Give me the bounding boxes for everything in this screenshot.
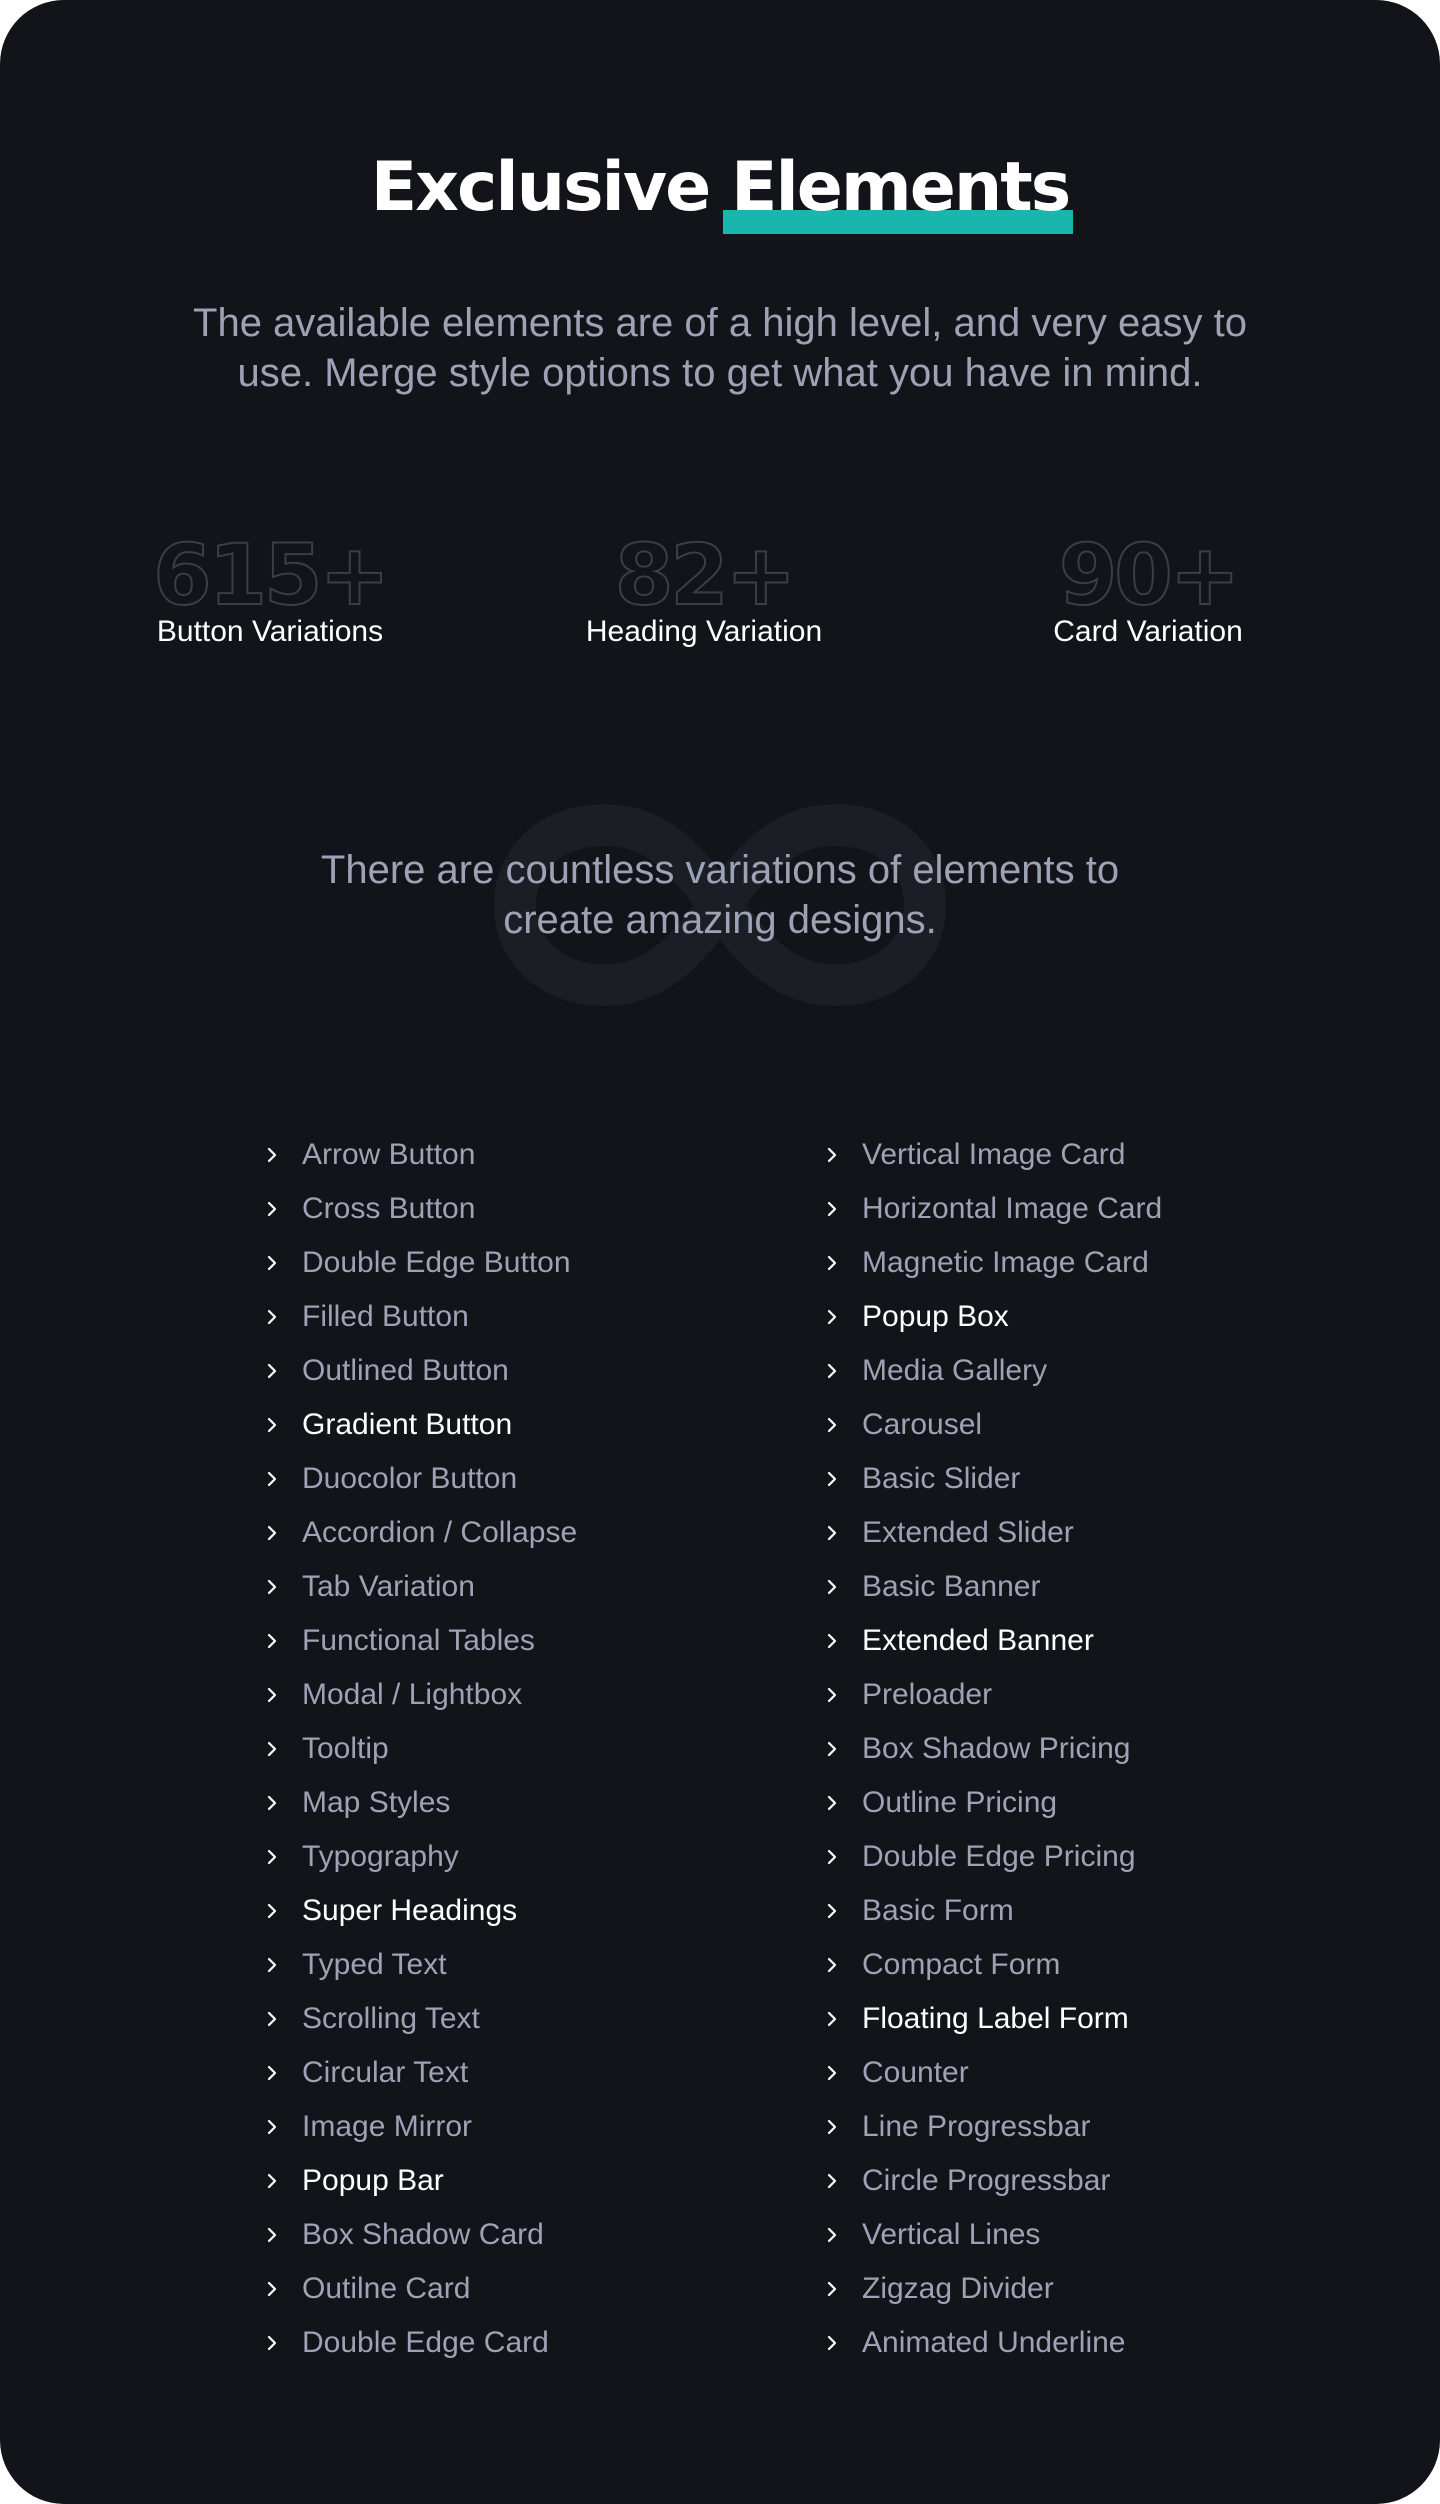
chevron-right-icon [824, 1903, 840, 1919]
chevron-right-icon [264, 2335, 280, 2351]
list-item-label: Outlined Button [302, 1354, 509, 1387]
chevron-right-icon [824, 1795, 840, 1811]
stat-label: Button Variations [156, 615, 384, 648]
list-item-label: Vertical Image Card [862, 1138, 1126, 1171]
list-item[interactable] [264, 2154, 577, 2208]
chevron-right-icon [824, 2227, 840, 2243]
list-item[interactable] [824, 1722, 1162, 1776]
list-item[interactable] [824, 1776, 1162, 1830]
stat-button-variations [50, 526, 490, 650]
chevron-right-icon [264, 1795, 280, 1811]
stat-card-variation [928, 526, 1368, 650]
chevron-right-icon [264, 1579, 280, 1595]
list-item[interactable] [264, 1506, 577, 1560]
list-item[interactable] [264, 1128, 577, 1182]
list-item-label: Circle Progressbar [862, 2164, 1111, 2197]
list-item-label: Image Mirror [302, 2110, 473, 2143]
title-highlight [731, 148, 1069, 228]
list-item[interactable] [264, 2046, 577, 2100]
chevron-right-icon [824, 1741, 840, 1757]
elements-list-right [824, 1128, 1162, 2370]
chevron-right-icon [264, 1309, 280, 1325]
list-item-label: Magnetic Image Card [862, 1246, 1149, 1279]
chevron-right-icon [824, 1363, 840, 1379]
list-item-label: Modal / Lightbox [302, 1678, 523, 1711]
chevron-right-icon [264, 1417, 280, 1433]
chevron-right-icon [264, 1687, 280, 1703]
list-item[interactable] [824, 1506, 1162, 1560]
chevron-right-icon [264, 1957, 280, 1973]
list-item[interactable] [824, 2208, 1162, 2262]
list-item[interactable] [264, 1344, 577, 1398]
title-highlight-text: Elements [731, 148, 1070, 227]
list-item-label: Cross Button [302, 1192, 476, 1225]
chevron-right-icon [824, 1255, 840, 1271]
list-item[interactable] [264, 1290, 577, 1344]
chevron-right-icon [824, 2011, 840, 2027]
list-item[interactable] [824, 1290, 1162, 1344]
list-item-label: Animated Underline [862, 2326, 1126, 2359]
chevron-right-icon [264, 1471, 280, 1487]
list-item-label: Vertical Lines [862, 2218, 1041, 2251]
list-item[interactable] [264, 2100, 577, 2154]
chevron-right-icon [824, 1201, 840, 1217]
chevron-right-icon [264, 2227, 280, 2243]
list-item[interactable] [824, 2100, 1162, 2154]
list-item-label: Double Edge Pricing [862, 1840, 1136, 1873]
list-item-label: Outline Pricing [862, 1786, 1058, 1819]
list-item[interactable] [264, 1992, 577, 2046]
list-item-label: Carousel [862, 1408, 983, 1441]
chevron-right-icon [824, 1633, 840, 1649]
list-item-label: Tab Variation [302, 1570, 475, 1603]
list-item-label: Accordion / Collapse [302, 1516, 578, 1549]
list-item-label: Popup Box [862, 1300, 1009, 1333]
list-item[interactable] [824, 1884, 1162, 1938]
elements-list-left [264, 1128, 577, 2370]
list-item[interactable] [264, 1668, 577, 1722]
list-item[interactable] [264, 1182, 577, 1236]
chevron-right-icon [264, 2119, 280, 2135]
list-item-label: Counter [862, 2056, 969, 2089]
page-subtitle: The available elements are of a high level, and very easy to use. Merge style options to get what you have in mind. [193, 301, 1247, 395]
list-item[interactable] [264, 1236, 577, 1290]
list-item-label: Map Styles [302, 1786, 451, 1819]
chevron-right-icon [264, 1849, 280, 1865]
chevron-right-icon [264, 2011, 280, 2027]
list-item-label: Super Headings [302, 1894, 518, 1927]
chevron-right-icon [824, 1309, 840, 1325]
stat-label: Heading Variation [585, 615, 823, 648]
list-item-label: Double Edge Card [302, 2326, 549, 2359]
list-item-label: Box Shadow Pricing [862, 1732, 1131, 1765]
list-item-label: Basic Banner [862, 1570, 1041, 1603]
stat-value: 82+ [614, 526, 794, 624]
list-item-label: Filled Button [302, 1300, 469, 1333]
list-item-label: Typography [302, 1840, 459, 1873]
chevron-right-icon [824, 2173, 840, 2189]
list-item-label: Outilne Card [302, 2272, 471, 2305]
list-item-label: Scrolling Text [302, 2002, 480, 2035]
chevron-right-icon [824, 1525, 840, 1541]
list-item-label: Basic Slider [862, 1462, 1021, 1495]
chevron-right-icon [824, 1417, 840, 1433]
list-item-label: Zigzag Divider [862, 2272, 1054, 2305]
chevron-right-icon [264, 1147, 280, 1163]
chevron-right-icon [264, 1255, 280, 1271]
chevron-right-icon [824, 1579, 840, 1595]
page-title [0, 148, 1440, 228]
list-item[interactable] [264, 1776, 577, 1830]
list-item-label: Popup Bar [302, 2164, 444, 2197]
tagline: There are countless variations of elements to create amazing designs. [320, 848, 1120, 942]
chevron-right-icon [824, 1957, 840, 1973]
list-item-label: Circular Text [302, 2056, 469, 2089]
list-item-label: Typed Text [302, 1948, 447, 1981]
chevron-right-icon [264, 1903, 280, 1919]
title-plain: Exclusive [370, 148, 710, 227]
list-item[interactable] [264, 1722, 577, 1776]
list-item[interactable] [264, 1560, 577, 1614]
list-item[interactable] [264, 2208, 577, 2262]
list-item[interactable] [824, 1560, 1162, 1614]
chevron-right-icon [824, 2119, 840, 2135]
chevron-right-icon [264, 1633, 280, 1649]
list-item-label: Media Gallery [862, 1354, 1048, 1387]
list-item-label: Extended Banner [862, 1624, 1094, 1657]
chevron-right-icon [824, 2281, 840, 2297]
list-item-label: Compact Form [862, 1948, 1061, 1981]
list-item-label: Horizontal Image Card [862, 1192, 1163, 1225]
chevron-right-icon [824, 2335, 840, 2351]
list-item[interactable] [824, 1614, 1162, 1668]
chevron-right-icon [264, 1201, 280, 1217]
list-item[interactable] [264, 2262, 577, 2316]
stat-value: 615+ [153, 526, 387, 624]
list-item-label: Floating Label Form [862, 2002, 1129, 2035]
chevron-right-icon [264, 2173, 280, 2189]
list-item-label: Gradient Button [302, 1408, 513, 1441]
list-item-label: Preloader [862, 1678, 993, 1711]
list-item-label: Tooltip [302, 1732, 389, 1765]
list-item[interactable] [824, 1938, 1162, 1992]
list-item[interactable] [264, 1938, 577, 1992]
chevron-right-icon [264, 1525, 280, 1541]
list-item[interactable] [824, 1236, 1162, 1290]
stat-label: Card Variation [1053, 615, 1243, 648]
list-item[interactable] [264, 1884, 577, 1938]
list-item[interactable] [824, 2154, 1162, 2208]
list-item[interactable] [264, 1398, 577, 1452]
chevron-right-icon [264, 1363, 280, 1379]
list-item-label: Arrow Button [302, 1138, 476, 1171]
list-item-label: Functional Tables [302, 1624, 535, 1657]
list-item-label: Box Shadow Card [302, 2218, 544, 2251]
list-item-label: Double Edge Button [302, 1246, 571, 1279]
list-item[interactable] [824, 1182, 1162, 1236]
list-item-label: Line Progressbar [862, 2110, 1091, 2143]
list-item[interactable] [824, 2262, 1162, 2316]
list-item-label: Duocolor Button [302, 1462, 518, 1495]
list-item[interactable] [264, 1452, 577, 1506]
chevron-right-icon [264, 2281, 280, 2297]
chevron-right-icon [264, 2065, 280, 2081]
list-item[interactable] [824, 1830, 1162, 1884]
list-item[interactable] [824, 2046, 1162, 2100]
list-item-label: Extended Slider [862, 1516, 1074, 1549]
list-item[interactable] [824, 1344, 1162, 1398]
list-item[interactable] [824, 2316, 1162, 2370]
list-item[interactable] [824, 1128, 1162, 1182]
list-item[interactable] [264, 1614, 577, 1668]
list-item[interactable] [824, 1668, 1162, 1722]
list-item[interactable] [264, 1830, 577, 1884]
list-item[interactable] [824, 1992, 1162, 2046]
list-item-label: Basic Form [862, 1894, 1014, 1927]
chevron-right-icon [824, 2065, 840, 2081]
chevron-right-icon [264, 1741, 280, 1757]
stat-heading-variation [484, 526, 924, 650]
chevron-right-icon [824, 1471, 840, 1487]
list-item[interactable] [824, 1452, 1162, 1506]
chevron-right-icon [824, 1849, 840, 1865]
chevron-right-icon [824, 1687, 840, 1703]
list-item[interactable] [264, 2316, 577, 2370]
stat-value: 90+ [1058, 526, 1238, 624]
list-item[interactable] [824, 1398, 1162, 1452]
chevron-right-icon [824, 1147, 840, 1163]
